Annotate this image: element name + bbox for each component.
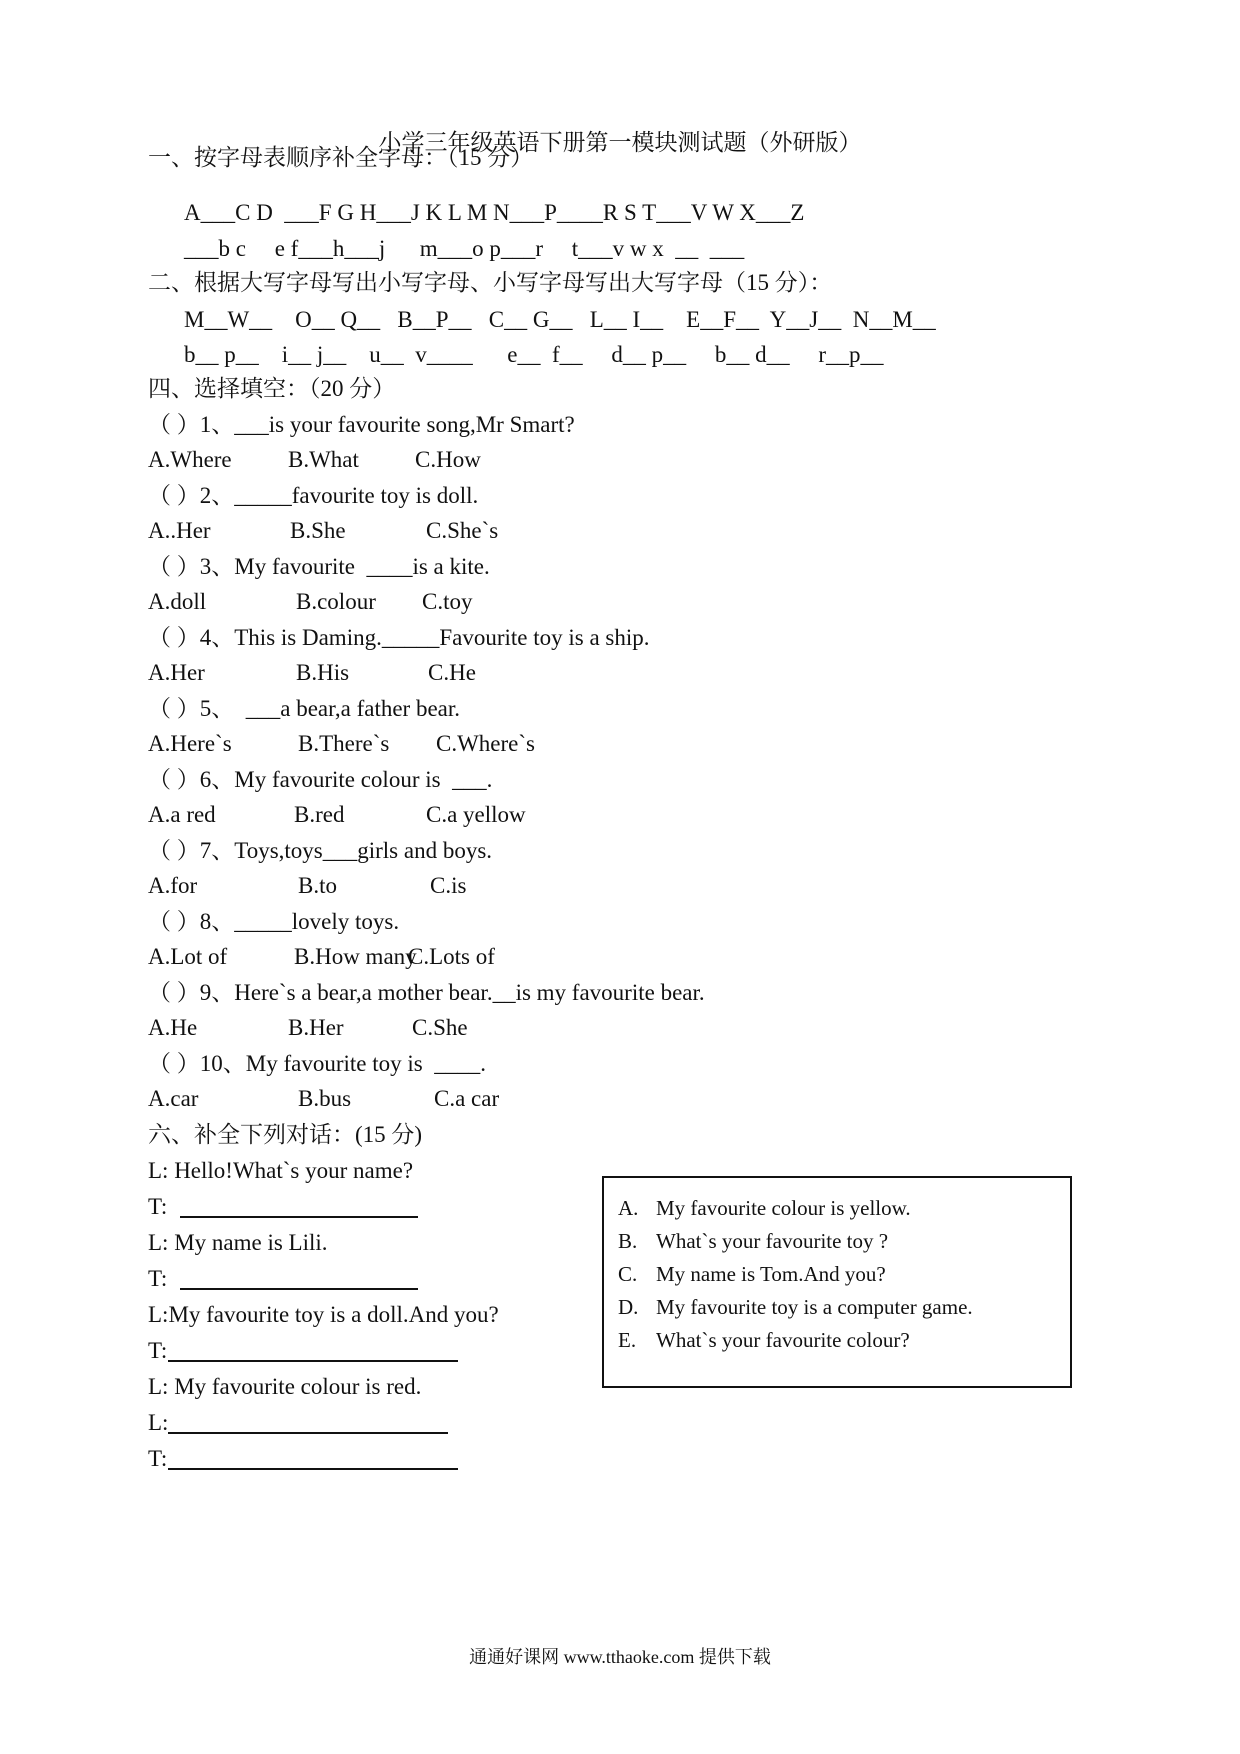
option-item	[618, 1258, 1070, 1291]
dialogue-line-4-label: T:	[148, 1266, 168, 1291]
choice-option-c[interactable]: C.She	[412, 1015, 468, 1040]
dialogue-line-7: L: My favourite colour is red.	[148, 1374, 422, 1399]
choice-option-c[interactable]: C.How	[415, 447, 481, 472]
alphabet-lowercase-line: ___b c e f___h___j m___o p___r t___v w x __ ___	[184, 236, 745, 261]
case-conversion-line-2: b__ p__ i__ j__ u__ v____ e__ f__ d__ p__ b__ d__ r__p__	[184, 342, 884, 367]
choice-option-a[interactable]: A.Her	[148, 660, 205, 685]
choice-option-b[interactable]: B.She	[290, 518, 346, 543]
dialogue-answer-line[interactable]	[180, 1216, 418, 1218]
question-text: （ ）9、Here`s a bear,a mother bear.__is my favourite bear.	[148, 980, 705, 1005]
question-text: （ ）2、_____favourite toy is doll.	[148, 483, 479, 508]
choice-option-a[interactable]: A.He	[148, 1015, 198, 1040]
dialogue-line-9-label: T:	[148, 1446, 168, 1471]
option-letter: B.	[618, 1229, 638, 1253]
section4-heading: 四、选择填空：（20 分）	[148, 376, 396, 401]
dialogue-line-6-label: T:	[148, 1338, 168, 1363]
choice-option-b[interactable]: B.What	[288, 447, 359, 472]
dialogue-answer-line[interactable]	[168, 1360, 458, 1362]
question-text: （ ）10、My favourite toy is ____.	[148, 1051, 486, 1076]
question-text: （ ）7、Toys,toys___girls and boys.	[148, 838, 493, 863]
option-text: What`s your favourite toy ?	[656, 1229, 889, 1253]
footer-credit: 通通好课网 www.tthaoke.com 提供下载	[469, 1647, 771, 1667]
question-text: （ ）8、_____lovely toys.	[148, 909, 400, 934]
question-text: （ ）4、This is Daming._____Favourite toy is a ship.	[148, 625, 650, 650]
choice-option-c[interactable]: C.toy	[422, 589, 473, 614]
dialogue-line-8-label: L:	[148, 1410, 169, 1435]
question-text: （ ）5、 ___a bear,a father bear.	[148, 696, 461, 721]
dialogue-line-2-label: T:	[148, 1194, 168, 1219]
choice-option-b[interactable]: B.There`s	[298, 731, 390, 756]
choice-option-a[interactable]: A.for	[148, 873, 198, 898]
choice-option-a[interactable]: A.Lot of	[148, 944, 228, 969]
choice-option-b[interactable]: B.to	[298, 873, 337, 898]
option-text: My favourite toy is a computer game.	[656, 1295, 973, 1319]
option-item	[618, 1324, 1070, 1357]
choice-option-c[interactable]: C.Where`s	[436, 731, 535, 756]
choice-option-a[interactable]: A..Her	[148, 518, 211, 543]
choice-option-c[interactable]: C.a car	[434, 1086, 500, 1111]
choice-option-b[interactable]: B.colour	[296, 589, 376, 614]
option-letter: A.	[618, 1196, 639, 1220]
choice-option-c[interactable]: C.a yellow	[426, 802, 526, 827]
choice-option-a[interactable]: A.car	[148, 1086, 199, 1111]
section2-heading: 二、根据大写字母写出小写字母、小写字母写出大写字母（15 分）：	[148, 270, 833, 295]
choice-option-b[interactable]: B.How many	[294, 944, 417, 969]
dialogue-answer-line[interactable]	[180, 1288, 418, 1290]
choice-option-b[interactable]: B.His	[296, 660, 350, 685]
dialogue-line-3: L: My name is Lili.	[148, 1230, 328, 1255]
option-text: My name is Tom.And you?	[656, 1262, 886, 1286]
option-text: What`s your favourite colour?	[656, 1328, 910, 1352]
choice-option-a[interactable]: A.Where	[148, 447, 232, 472]
dialogue-line-5: L:My favourite toy is a doll.And you?	[148, 1302, 499, 1327]
section1-heading: 一、按字母表顺序补全字母：（15 分）	[148, 145, 534, 170]
choice-option-c[interactable]: C.She`s	[426, 518, 499, 543]
choice-option-b[interactable]: B.Her	[288, 1015, 344, 1040]
option-letter: D.	[618, 1295, 639, 1319]
dialogue-line-1: L: Hello!What`s your name?	[148, 1158, 414, 1183]
choice-option-a[interactable]: A.doll	[148, 589, 207, 614]
choice-option-a[interactable]: A.a red	[148, 802, 216, 827]
option-letter: E.	[618, 1328, 637, 1352]
section6-heading: 六、补全下列对话：(15 分)	[148, 1122, 423, 1147]
choice-option-c[interactable]: C.Lots of	[408, 944, 495, 969]
option-text: My favourite colour is yellow.	[656, 1196, 911, 1220]
answer-options-box	[602, 1176, 1072, 1388]
choice-option-c[interactable]: C.is	[430, 873, 467, 898]
option-letter: C.	[618, 1262, 638, 1286]
question-text: （ ）1、___is your favourite song,Mr Smart?	[148, 412, 575, 437]
choice-option-b[interactable]: B.red	[294, 802, 345, 827]
choice-option-a[interactable]: A.Here`s	[148, 731, 232, 756]
question-text: （ ）6、My favourite colour is ___.	[148, 767, 493, 792]
option-item	[618, 1192, 1070, 1225]
case-conversion-line-1: M__W__ O__ Q__ B__P__ C__ G__ L__ I__ E__F__ Y__J__ N__M__	[184, 307, 936, 332]
dialogue-answer-line[interactable]	[168, 1432, 448, 1434]
alphabet-uppercase-line: A___C D ___F G H___J K L M N___P____R S T___V W X___Z	[184, 200, 805, 225]
option-item	[618, 1225, 1070, 1258]
page-title: 小学三年级英语下册第一模块测试题（外研版）	[378, 130, 862, 155]
question-text: （ ）3、My favourite ____is a kite.	[148, 554, 490, 579]
dialogue-answer-line[interactable]	[168, 1468, 458, 1470]
option-item	[618, 1291, 1070, 1324]
choice-option-b[interactable]: B.bus	[298, 1086, 352, 1111]
choice-option-c[interactable]: C.He	[428, 660, 476, 685]
